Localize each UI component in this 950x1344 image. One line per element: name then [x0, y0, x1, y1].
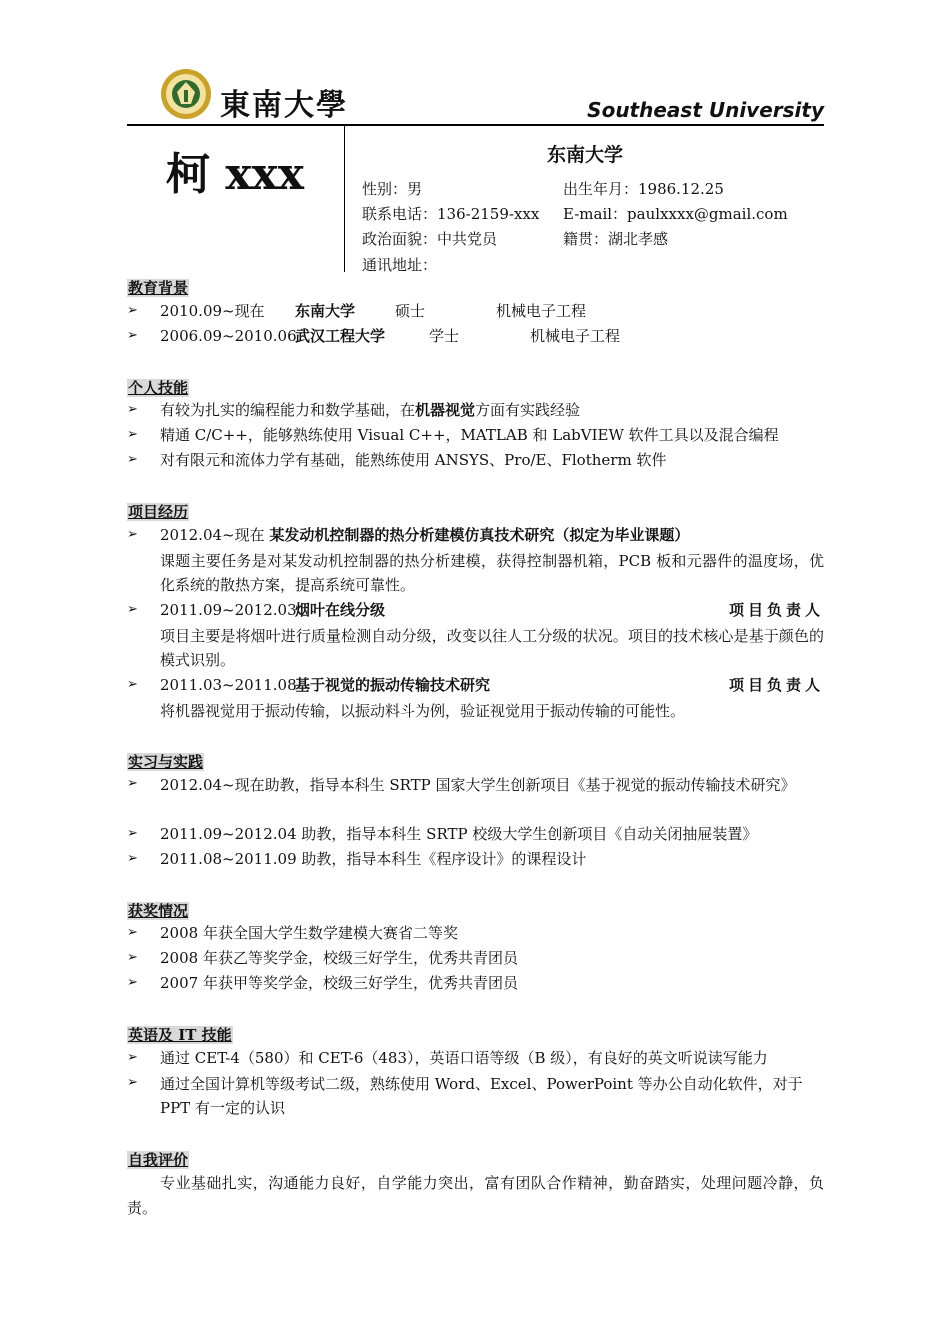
skill-text: 对有限元和流体力学有基础，能熟练使用 ANSYS、Pro/E、Flotherm 软件 [160, 451, 667, 469]
project-item [127, 524, 824, 546]
bullet-icon: ➢ [127, 925, 138, 940]
project-title: 某发动机控制器的热分析建模仿真技术研究（拟定为毕业课题） [269, 526, 690, 544]
project-title: 基于视觉的振动传输技术研究 [295, 676, 491, 694]
section-title-practice: 实习与实践 [128, 753, 204, 771]
skill-highlight: 机器视觉 [415, 401, 476, 419]
header-rule [127, 124, 824, 126]
edu-major: 机械电子工程 [496, 302, 587, 320]
section-title-english-it: 英语及 IT 技能 [128, 1026, 232, 1044]
bullet-icon: ➢ [127, 826, 138, 841]
edu-degree: 硕士 [395, 302, 426, 320]
award-text: 2008 年获全国大学生数学建模大赛省二等奖 [160, 924, 458, 942]
bullet-icon: ➢ [127, 527, 138, 542]
project-item [127, 599, 824, 621]
bullet-icon: ➢ [127, 975, 138, 990]
project-period: 2011.03~2011.08 [160, 676, 297, 694]
project-title: 烟叶在线分级 [295, 601, 386, 619]
project-role: 项目负责人 [728, 676, 824, 694]
edu-school: 武汉工程大学 [295, 327, 386, 345]
bullet-icon: ➢ [127, 303, 138, 318]
english-it-item [127, 1072, 824, 1120]
bullet-icon: ➢ [127, 427, 138, 442]
english-it-text: 通过 CET-4（580）和 CET-6（483），英语口语等级（B 级），有良好的英文听说读写能力 [160, 1049, 768, 1067]
practice-item [127, 823, 824, 845]
self-eval-text: 专业基础扎实，沟通能力良好，自学能力突出，富有团队合作精神，勤奋踏实，处理问题冷静，负责。 [127, 1174, 824, 1217]
edu-school: 东南大学 [295, 302, 356, 320]
section-title-self-eval: 自我评价 [128, 1151, 189, 1169]
practice-text: 2011.09~2012.04 助教，指导本科生 SRTP 校级大学生创新项目《自动关闭抽屉装置》 [160, 825, 758, 843]
edu-period: 2006.09~2010.06 [160, 327, 297, 345]
bullet-icon: ➢ [127, 677, 138, 692]
edu-period: 2010.09~现在 [160, 302, 265, 320]
skill-text: 有较为扎实的编程能力和数学基础，在 [160, 401, 416, 419]
skill-item [127, 399, 824, 421]
university-name: 东南大学 [547, 144, 624, 166]
project-role: 项目负责人 [728, 601, 824, 619]
section-title-projects: 项目经历 [128, 503, 189, 521]
bullet-icon: ➢ [127, 602, 138, 617]
project-period: 2011.09~2012.03 [160, 601, 297, 619]
brand-name: Southeast University [587, 98, 824, 122]
bullet-icon: ➢ [127, 851, 138, 866]
edu-degree: 学士 [429, 327, 460, 345]
skill-text: 方面有实践经验 [475, 401, 581, 419]
phone: 联系电话：136-2159-xxx [362, 205, 540, 223]
header-divider [344, 126, 345, 272]
section-title-awards: 获奖情况 [128, 902, 189, 920]
skill-item [127, 449, 824, 471]
english-it-item [127, 1047, 824, 1069]
project-description: 项目主要是将烟叶进行质量检测自动分级，改变以往人工分级的状况。项目的技术核心是基于颜色的模式识别。 [160, 627, 824, 669]
award-item [127, 972, 824, 994]
bullet-icon: ➢ [127, 452, 138, 467]
award-item [127, 922, 824, 944]
project-description: 将机器视觉用于振动传输，以振动料斗为例，验证视觉用于振动传输的可能性。 [160, 702, 686, 720]
candidate-name: 柯 xxx [166, 149, 305, 200]
university-logo-text: 東南大學 [220, 88, 348, 123]
bullet-icon: ➢ [127, 402, 138, 417]
address: 通讯地址： [362, 256, 438, 274]
bullet-icon: ➢ [127, 1075, 138, 1090]
project-description: 课题主要任务是对某发动机控制器的热分析建模，获得控制器机箱，PCB 板和元器件的温度场，优化系统的散热方案，提高系统可靠性。 [160, 552, 824, 594]
practice-item [127, 848, 824, 870]
emblem-icon [160, 68, 212, 120]
practice-item [127, 773, 824, 821]
bullet-icon: ➢ [127, 776, 138, 791]
bullet-icon: ➢ [127, 1050, 138, 1065]
bullet-icon: ➢ [127, 328, 138, 343]
education-item [127, 300, 824, 322]
education-item [127, 325, 824, 347]
practice-text: 2011.08~2011.09 助教，指导本科生《程序设计》的课程设计 [160, 850, 587, 868]
award-text: 2007 年获甲等奖学金，校级三好学生，优秀共青团员 [160, 974, 518, 992]
project-item [127, 674, 824, 696]
skill-item [127, 424, 824, 446]
award-item [127, 947, 824, 969]
english-it-text: 通过全国计算机等级考试二级，熟练使用 Word、Excel、PowerPoint 等办公自动化软件，对于 PPT 有一定的认识 [160, 1075, 803, 1117]
native-place: 籍贯：湖北孝感 [563, 230, 669, 248]
skill-text: 精通 C/C++，能够熟练使用 Visual C++，MATLAB 和 LabVIEW 软件工具以及混合编程 [160, 426, 779, 444]
bullet-icon: ➢ [127, 950, 138, 965]
politics: 政治面貌：中共党员 [362, 230, 498, 248]
email[interactable]: E-mail：paulxxxx@gmail.com [563, 205, 788, 223]
edu-major: 机械电子工程 [530, 327, 621, 345]
award-text: 2008 年获乙等奖学金，校级三好学生，优秀共青团员 [160, 949, 518, 967]
birth-date: 出生年月：1986.12.25 [563, 180, 724, 198]
university-logo [160, 68, 212, 120]
project-period: 2012.04~现在 [160, 526, 265, 544]
section-title-education: 教育背景 [128, 279, 189, 297]
gender: 性别：男 [362, 180, 423, 198]
practice-text: 2012.04~现在助教，指导本科生 SRTP 国家大学生创新项目《基于视觉的振动传输技术研究》 [160, 776, 796, 794]
section-title-skills: 个人技能 [128, 379, 189, 397]
